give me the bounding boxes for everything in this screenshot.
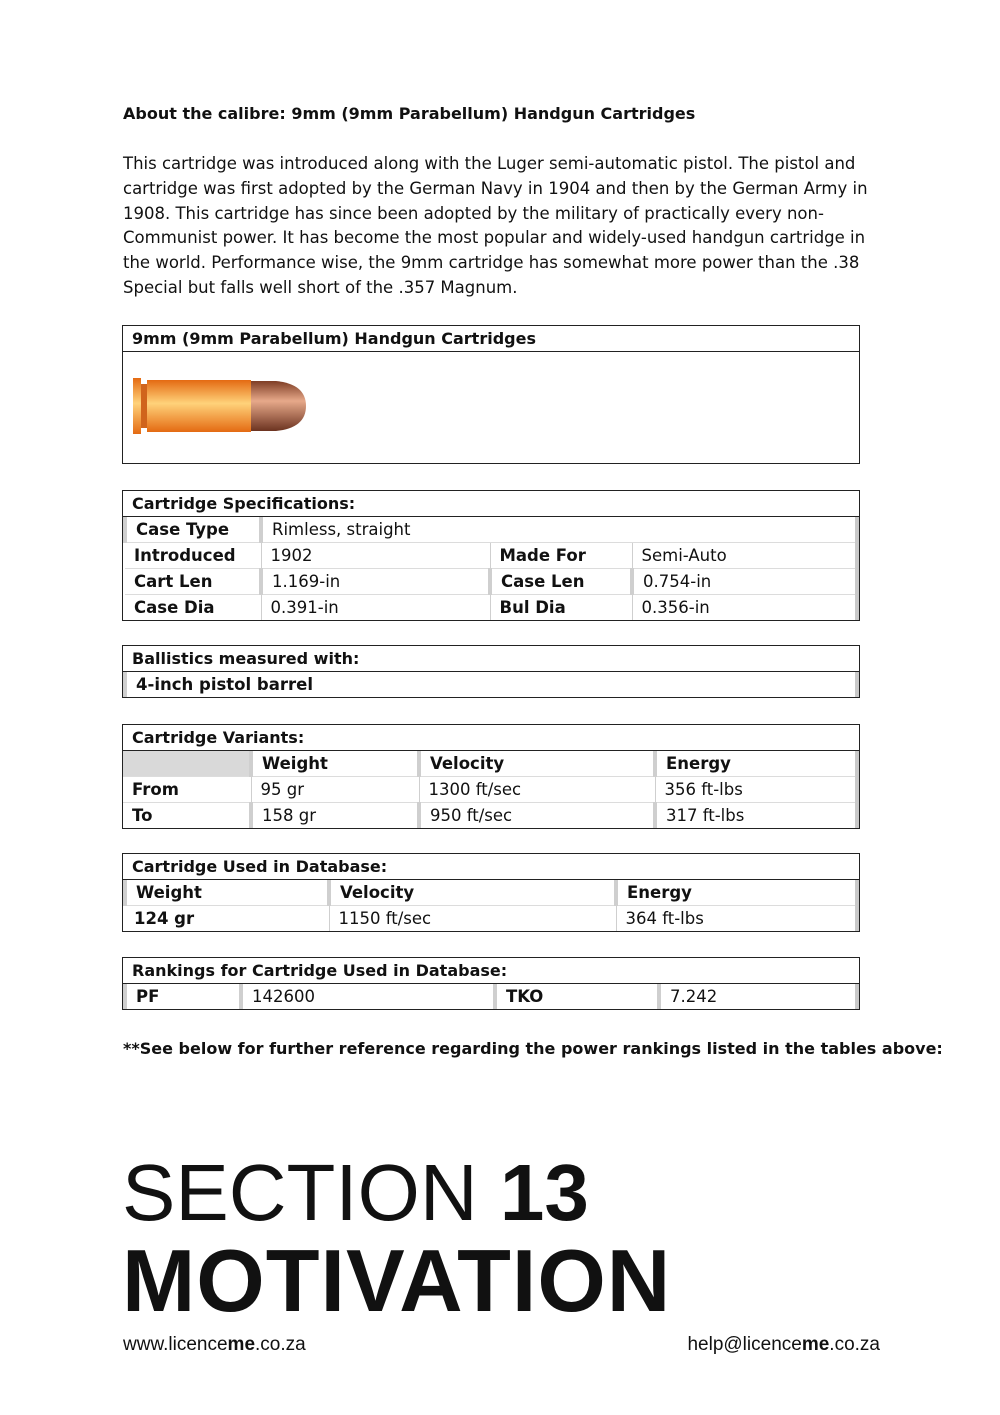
made-for-label: Made For — [490, 543, 632, 569]
variant-to-energy: 317 ft-lbs — [655, 803, 857, 829]
case-type-label: Case Type — [125, 517, 261, 543]
table-row — [125, 984, 857, 1009]
case-dia-value: 0.391-in — [261, 595, 490, 621]
introduced-label: Introduced — [125, 543, 261, 569]
variants-col-energy: Energy — [655, 751, 857, 777]
variant-from-velocity: 1300 ft/sec — [419, 777, 655, 803]
database-col-velocity: Velocity — [329, 880, 616, 906]
table-row — [123, 777, 857, 803]
section-heading — [122, 1148, 589, 1237]
table-row — [125, 543, 857, 569]
email-link[interactable]: help@licenceme.co.za — [687, 1334, 880, 1355]
tko-value: 7.242 — [659, 984, 857, 1009]
table-row — [125, 906, 857, 932]
database-table — [122, 853, 860, 932]
table-row — [125, 595, 857, 621]
bul-dia-label: Bul Dia — [490, 595, 632, 621]
variants-col-velocity: Velocity — [419, 751, 655, 777]
table-row — [123, 751, 857, 777]
case-type-value: Rimless, straight — [261, 517, 857, 543]
bul-dia-value: 0.356-in — [632, 595, 857, 621]
ballistics-table — [122, 645, 860, 698]
cart-len-label: Cart Len — [125, 569, 261, 595]
intro-paragraph: This cartridge was introduced along with the Luger semi-automatic pistol. The pistol and cartridge was first adopted by the German Navy in 1904 and then by the German Army in 1908. This cartridge has since been adopted by the military of practically every non-Communist power. It has become the most popular and widely-used handgun cartridge in the world. Performance wise, the 9mm cartridge has somewhat more power than the .38 Special but falls well short of the .357 Magnum. — [123, 154, 868, 297]
cartridge-illustration — [123, 352, 859, 463]
table-row — [125, 517, 857, 543]
variant-to-velocity: 950 ft/sec — [419, 803, 655, 829]
table-row — [125, 569, 857, 595]
case-dia-label: Case Dia — [125, 595, 261, 621]
image-box-heading: 9mm (9mm Parabellum) Handgun Cartridges — [123, 326, 859, 352]
table-row — [125, 672, 857, 697]
cart-len-value: 1.169-in — [261, 569, 490, 595]
made-for-value: Semi-Auto — [632, 543, 857, 569]
specifications-heading: Cartridge Specifications: — [123, 491, 859, 517]
database-velocity: 1150 ft/sec — [329, 906, 616, 932]
case-len-value: 0.754-in — [632, 569, 857, 595]
pf-value: 142600 — [241, 984, 495, 1009]
rankings-heading: Rankings for Cartridge Used in Database: — [123, 958, 859, 984]
website-link[interactable]: www.licenceme.co.za — [123, 1334, 306, 1355]
database-col-weight: Weight — [125, 880, 329, 906]
database-col-energy: Energy — [616, 880, 857, 906]
table-row — [123, 803, 857, 829]
section-word: SECTION — [122, 1148, 478, 1237]
variants-heading: Cartridge Variants: — [123, 725, 859, 751]
rankings-note: **See below for further reference regarding the power rankings listed in the tables above: — [123, 1039, 943, 1058]
ballistics-value: 4-inch pistol barrel — [125, 672, 857, 697]
specifications-table — [122, 490, 860, 621]
bullet-icon — [131, 374, 331, 454]
tko-label: TKO — [495, 984, 659, 1009]
ballistics-heading: Ballistics measured with: — [123, 646, 859, 672]
database-heading: Cartridge Used in Database: — [123, 854, 859, 880]
variants-blank-header — [123, 751, 251, 777]
section-number: 13 — [499, 1148, 589, 1237]
database-energy: 364 ft-lbs — [616, 906, 857, 932]
section-name: MOTIVATION — [122, 1231, 672, 1330]
case-len-label: Case Len — [490, 569, 632, 595]
database-weight: 124 gr — [125, 906, 329, 932]
pf-label: PF — [125, 984, 241, 1009]
variant-from-energy: 356 ft-lbs — [655, 777, 857, 803]
cartridge-image-box — [122, 325, 860, 464]
page-title: About the calibre: 9mm (9mm Parabellum) Handgun Cartridges — [123, 104, 696, 123]
introduced-value: 1902 — [261, 543, 490, 569]
variant-from-label: From — [123, 777, 251, 803]
variants-col-weight: Weight — [251, 751, 419, 777]
table-row — [125, 880, 857, 906]
variant-from-weight: 95 gr — [251, 777, 419, 803]
variants-table — [122, 724, 860, 829]
variant-to-label: To — [123, 803, 251, 829]
rankings-table — [122, 957, 860, 1010]
variant-to-weight: 158 gr — [251, 803, 419, 829]
